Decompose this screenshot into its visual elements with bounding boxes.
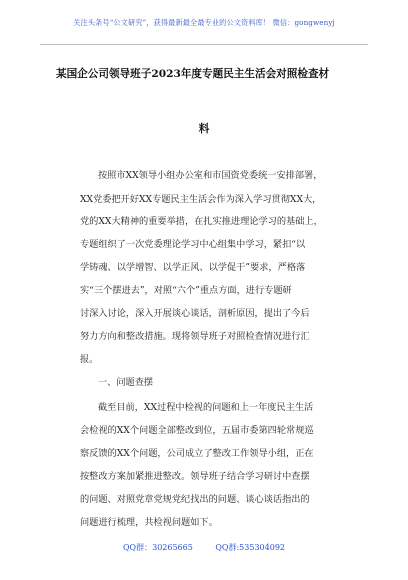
section-heading: 一、问题查摆 bbox=[98, 377, 154, 388]
footer-qq-group-1[interactable]: QQ群：30265665 bbox=[122, 543, 193, 552]
body-line: 讨深入讨论，深入开展谈心谈话，剖析原因，提出了今后 bbox=[80, 308, 310, 319]
header-divider bbox=[40, 44, 368, 45]
document-title-line-2: 料 bbox=[198, 123, 210, 135]
document-title-line-1: 某国企公司领导班子2023年度专题民主生活会对照检查材 bbox=[56, 68, 330, 80]
body-line: 按照市XX领导小组办公室和市国资党委统一安排部署， bbox=[98, 170, 323, 181]
footer-qq-group-2[interactable]: QQ群:535304092 bbox=[215, 543, 285, 552]
body-line: 专题组织了一次党委理论学习中心组集中学习，紧扣“以 bbox=[80, 239, 306, 250]
footer bbox=[0, 542, 408, 553]
body-line: 实“三个摆进去”，对照“六个”重点方面，进行专题研 bbox=[80, 285, 292, 296]
body-line: 会检视的XX个问题全部整改到位，五届市委第四轮常规巡 bbox=[80, 425, 314, 436]
body-line: 报。 bbox=[80, 354, 99, 365]
body-line: 的问题、对照党章党规党纪找出的问题、谈心谈话指出的 bbox=[80, 494, 310, 505]
header-banner[interactable]: 关注头条号“公文研究”，获得最新最全最专业的公文资料库！ 微信：gongwenyj bbox=[73, 18, 335, 27]
body-line: 问题进行梳理，共检视问题如下。 bbox=[80, 517, 218, 528]
body-line: 努力方向和整改措施。现将领导班子对照检查情况进行汇 bbox=[80, 331, 310, 342]
body-line: 截至目前，XX过程中检视的问题和上一年度民主生活 bbox=[98, 402, 314, 413]
body-line: 察反馈的XX个问题，公司成立了整改工作领导小组，正在 bbox=[80, 448, 314, 459]
body-line: 党的XX大精神的重要举措，在扎实推进理论学习的基础上， bbox=[80, 216, 323, 227]
body-line: 按整改方案加紧推进整改。领导班子结合学习研讨中查摆 bbox=[80, 471, 310, 482]
body-line: XX党委把开好XX专题民主生活会作为深入学习贯彻XX大， bbox=[80, 194, 322, 205]
body-line: 学铸魂、以学增智、以学正风、以学促干”要求，严格落 bbox=[80, 262, 306, 273]
